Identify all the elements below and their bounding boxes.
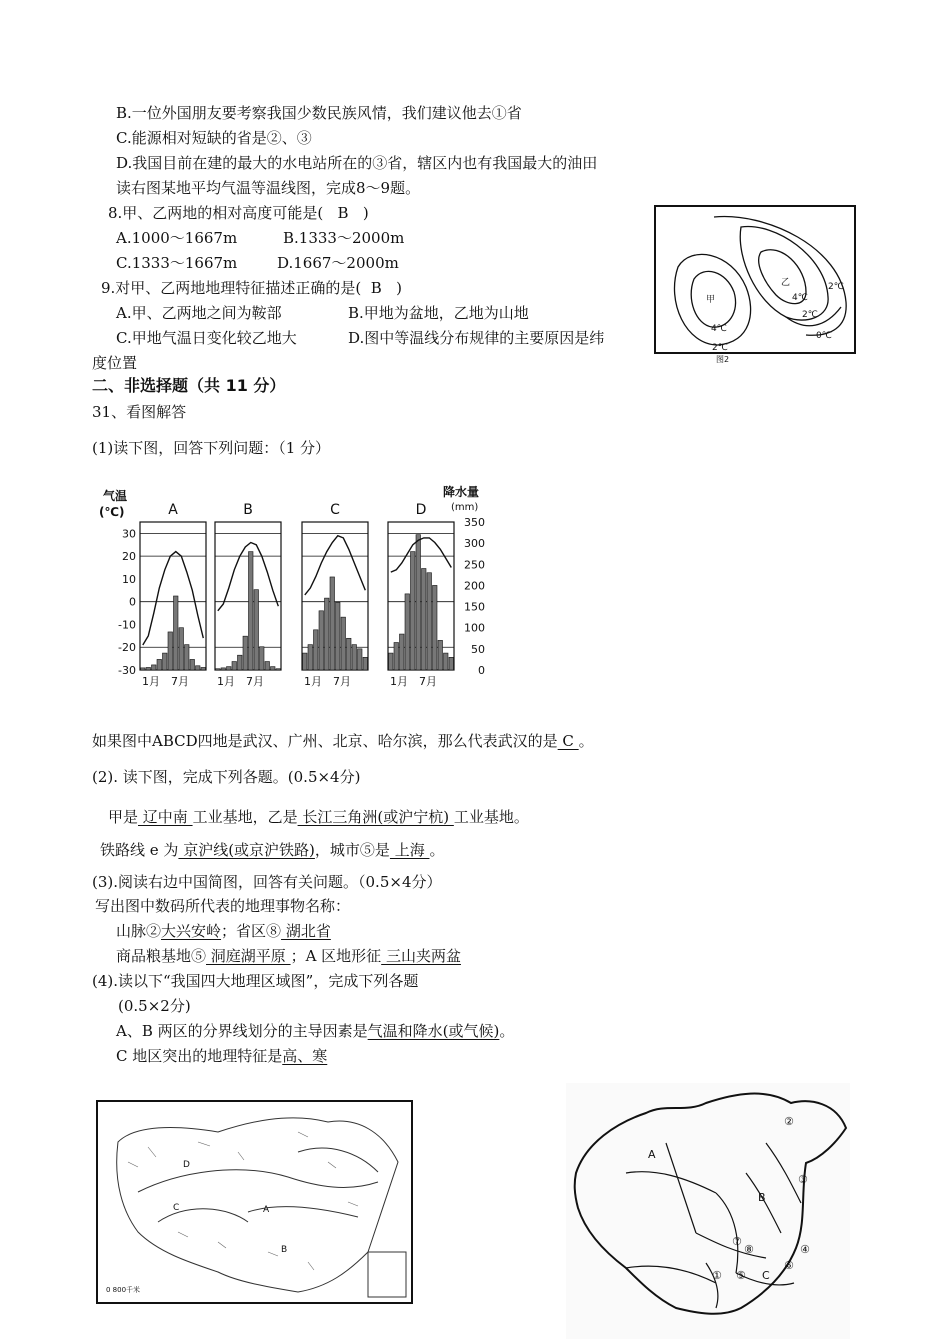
precip-bar [201, 667, 206, 670]
question-8-option-a: A.1000～1667m [116, 229, 238, 247]
question-option-c: C.能源相对短缺的省是②、③ [116, 129, 312, 147]
x-tick-jan: 1月 [390, 675, 408, 688]
part-2-line-1: 甲是 辽中南 工业基地，乙是 长江三角洲(或沪宁杭) 工业基地。 [108, 808, 529, 826]
y-left-label: 气温 [103, 489, 128, 503]
panel-title: D [415, 502, 427, 518]
precip-bar [319, 611, 324, 670]
question-9-option-b: B.甲地为盆地，乙地为山地 [348, 304, 529, 322]
y-right-tick: 300 [464, 537, 485, 551]
precip-bar [363, 657, 368, 670]
y-right-tick: 100 [464, 621, 485, 635]
temperature-line [218, 543, 278, 611]
temperature-line [391, 538, 452, 572]
map-label: ⑦ [732, 1235, 742, 1248]
answer-mountain: 大兴安岭 [161, 922, 222, 940]
panel-title: A [168, 502, 178, 518]
precip-bar [438, 640, 443, 670]
map-label: ① [712, 1269, 722, 1282]
precip-bar [157, 659, 162, 670]
precip-bar [449, 657, 454, 670]
part-1-title: (1)读下图，回答下列问题：（1 分） [92, 439, 331, 457]
four-regions-map [96, 1100, 413, 1304]
temperature-line [143, 552, 204, 645]
question-9-stem: 9.对甲、乙两地地理特征描述正确的是( B ) [101, 279, 402, 297]
answer-railway: 京沪线(或京沪铁路) [178, 841, 315, 859]
part-1-question: 如果图中ABCD四地是武汉、广州、北京、哈尔滨，那么代表武汉的是 C 。 [92, 732, 594, 750]
isotherm-label: 2℃ [828, 282, 844, 292]
map-label: B [758, 1191, 766, 1204]
y-left-tick: 20 [122, 550, 136, 564]
precip-bar [308, 645, 313, 670]
y-left-unit: (℃) [99, 505, 125, 519]
question-8-option-b: B.1333～2000m [283, 229, 405, 247]
part-3-title: (3).阅读右边中国简图，回答有关问题。（0.5×4分） [92, 873, 442, 891]
answer-terrain: 三山夹两盆 [381, 947, 461, 965]
precip-bar [444, 653, 449, 670]
y-right-tick: 250 [464, 558, 485, 572]
map-label: ⑧ [744, 1243, 754, 1256]
question-9-option-d-cont: 度位置 [92, 354, 138, 372]
precip-bar [179, 628, 184, 670]
precip-bar [325, 598, 330, 670]
part-4-line-1: A、B 两区的分界线划分的主导因素是气温和降水(或气候)。 [116, 1022, 515, 1040]
intro-8-9: 读右图某地平均气温等温线图，完成8～9题。 [116, 179, 421, 197]
map-label: ② [784, 1115, 794, 1128]
map-label: ④ [800, 1243, 810, 1256]
part-3-line-2: 商品粮基地⑤ 洞庭湖平原 ；A 区地形征 三山夹两盆 [116, 947, 461, 965]
x-tick-jul: 7月 [246, 675, 264, 688]
map-label: ⑤ [736, 1269, 746, 1282]
precip-bar [190, 659, 195, 670]
y-left-tick: -10 [118, 618, 136, 632]
isotherm-label: 2℃ [712, 343, 728, 352]
precip-bar [243, 636, 248, 670]
question-8-option-c: C.1333～1667m [116, 254, 238, 272]
y-right-tick: 0 [478, 664, 485, 677]
precip-bar [196, 666, 201, 670]
y-left-tick: -30 [118, 664, 136, 677]
question-option-b: B.一位外国朋友要考察我国少数民族风情，我们建议他去①省 [116, 104, 522, 122]
precip-bar [303, 653, 308, 670]
region-label: A [263, 1205, 270, 1215]
map-scale: 0 800千米 [106, 1286, 141, 1294]
y-right-unit: (mm) [451, 502, 479, 513]
precip-bar [260, 647, 265, 670]
x-tick-jan: 1月 [217, 675, 235, 688]
x-tick-jan: 1月 [304, 675, 322, 688]
panel-title: C [330, 502, 340, 518]
y-left-tick: 10 [122, 572, 136, 586]
answer-province: 湖北省 [281, 922, 331, 940]
question-8-answer: B [337, 204, 349, 222]
question-8-stem: 8.甲、乙两地的相对高度可能是( B ) [108, 204, 369, 222]
precip-bar [341, 617, 346, 670]
region-label: D [183, 1160, 190, 1170]
y-left-tick: -20 [118, 641, 136, 655]
x-tick-jan: 1月 [142, 675, 160, 688]
climate-chart [95, 480, 495, 690]
china-province-map [566, 1083, 850, 1339]
y-left-tick: 0 [129, 595, 136, 609]
isotherm-label: 乙 [781, 278, 791, 288]
answer-boundary-factor: 气温和降水(或气候) [367, 1022, 500, 1040]
isotherm-figure [654, 205, 856, 354]
part-4-score: (0.5×2分) [118, 997, 191, 1015]
isotherm-caption: 图2 [716, 355, 730, 364]
part-4-title: (4).读以下“我国四大地理区域图”，完成下列各题 [92, 972, 419, 990]
precip-bar [141, 668, 146, 670]
precip-bar [254, 590, 259, 670]
question-8-option-d: D.1667～2000m [277, 254, 399, 272]
question-option-d: D.我国目前在建的最大的水电站所在的③省，辖区内也有我国最大的油田 [116, 154, 598, 172]
question-9-option-a: A.甲、乙两地之间为鞍部 [116, 304, 282, 322]
precip-bar [265, 662, 270, 670]
isotherm-label: 2℃ [802, 310, 818, 320]
precip-bar [314, 630, 319, 670]
part-2-line-2: 铁路线 e 为 京沪线(或京沪铁路)，城市⑤是 上海 。 [100, 841, 445, 859]
precip-bar [238, 655, 243, 670]
map-label: ③ [798, 1173, 808, 1186]
panel-frame [140, 522, 206, 670]
x-tick-jul: 7月 [419, 675, 437, 688]
precip-bar [394, 643, 399, 670]
part-1-answer: C [557, 732, 579, 750]
precip-bar [276, 669, 281, 670]
question-9-option-d: D.图中等温线分布规律的主要原因是纬 [348, 329, 605, 347]
y-left-tick: 30 [122, 527, 136, 541]
precip-bar [185, 645, 190, 670]
y-right-label: 降水量 [443, 485, 480, 499]
map-label: ⑥ [784, 1259, 794, 1272]
x-tick-jul: 7月 [171, 675, 189, 688]
precip-bar [400, 634, 405, 670]
isotherm-label: 4℃ [711, 324, 727, 334]
precip-bar [227, 667, 232, 670]
panel-title: B [243, 502, 253, 518]
precip-bar [405, 594, 410, 670]
temperature-line [305, 536, 366, 595]
y-right-tick: 200 [464, 579, 485, 593]
question-9-option-c: C.甲地气温日变化较乙地大 [116, 329, 297, 347]
precip-bar [146, 667, 151, 670]
precip-bar [271, 667, 276, 670]
part-2-title: (2). 读下图，完成下列各题。(0.5×4分) [92, 768, 361, 786]
map-label: C [762, 1269, 770, 1282]
precip-bar [416, 535, 421, 670]
precip-bar [249, 552, 254, 670]
precip-bar [174, 596, 179, 670]
precip-bar [216, 669, 221, 670]
precip-bar [427, 573, 432, 670]
part-3-line-1: 山脉②大兴安岭；省区⑧ 湖北省 [116, 922, 331, 940]
question-9-answer: B [370, 279, 382, 297]
x-tick-jul: 7月 [333, 675, 351, 688]
precip-bar [330, 577, 335, 670]
map-label: A [648, 1148, 656, 1161]
precip-bar [168, 632, 173, 670]
answer-jia: 辽中南 [138, 808, 193, 826]
y-right-tick: 150 [464, 600, 485, 614]
precip-bar [358, 649, 363, 670]
precip-bar [232, 662, 237, 670]
region-label: B [281, 1245, 288, 1255]
answer-yi: 长江三角洲(或沪宁杭) [297, 808, 454, 826]
precip-bar [336, 602, 341, 670]
precip-bar [433, 585, 438, 670]
isotherm-label: 0℃ [816, 331, 832, 341]
answer-city: 上海 [389, 841, 430, 859]
section-title: 二、非选择题（共 11 分） [92, 376, 286, 395]
precip-bar [347, 638, 352, 670]
region-label: C [173, 1203, 180, 1213]
question-31: 31、看图解答 [92, 403, 187, 421]
precip-bar [389, 653, 394, 670]
precip-bar [411, 552, 416, 670]
isotherm-label: 4℃ [792, 293, 808, 303]
answer-region-c: 高、寒 [282, 1047, 328, 1065]
precip-bar [422, 569, 427, 670]
y-right-tick: 350 [464, 516, 485, 529]
precip-bar [221, 668, 226, 670]
part-4-line-2: C 地区突出的地理特征是高、寒 [116, 1047, 328, 1065]
part-3-sub: 写出图中数码所代表的地理事物名称： [95, 897, 351, 915]
answer-grain-base: 洞庭湖平原 [206, 947, 291, 965]
y-right-tick: 50 [471, 642, 485, 656]
precip-bar [352, 645, 357, 670]
precip-bar [152, 665, 157, 670]
isotherm-label: 甲 [706, 295, 716, 305]
precip-bar [163, 653, 168, 670]
